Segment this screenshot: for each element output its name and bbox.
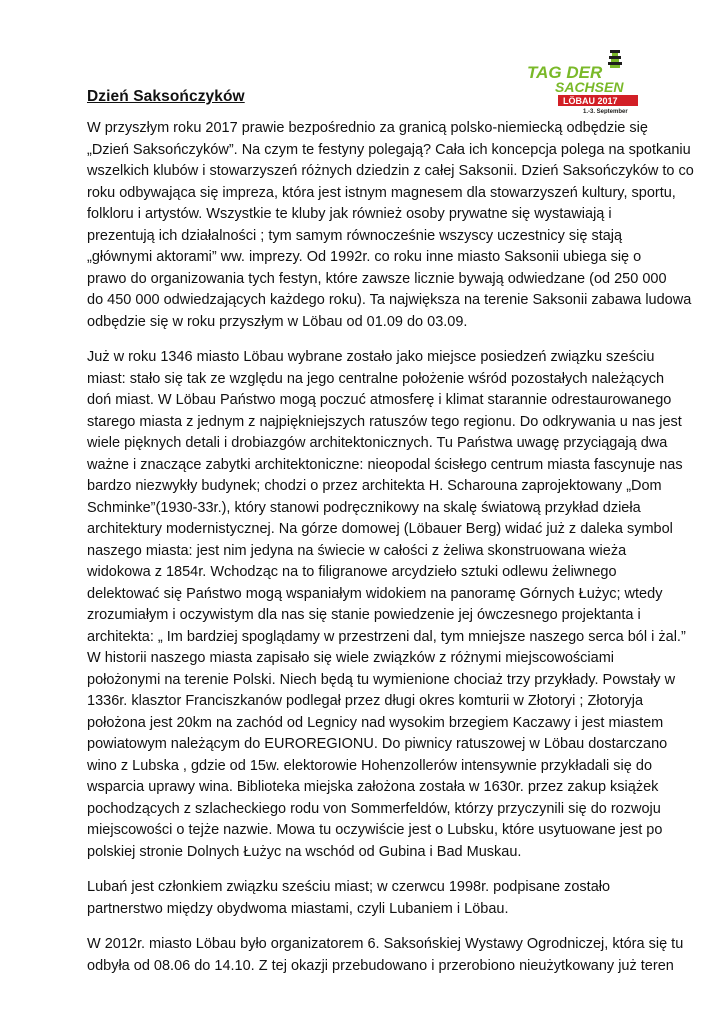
text-line: architekta: „ Im bardziej spoglądamy w przestrzeni dal, tym mniejsze naszego serca ból i żal.”: [87, 628, 686, 645]
logo-word-2: SACHSEN: [555, 79, 624, 95]
text-line: pochodzących z szlacheckiego rodu von Sommerfeldów, którzy przyczynili się do rozwoju: [87, 800, 661, 817]
text-line: architektury modernistycznej. Na górze domowej (Löbauer Berg) widać już z daleka symbol: [87, 521, 673, 537]
text-line: naszego miasta: jest nim jedyna na świecie w całości z żeliwa skonstruowana wieża: [87, 542, 627, 559]
text-line: ważne i znaczące zabytki architektoniczne: nieopodal ścisłego centrum miasta fascynuje nas: [87, 456, 683, 473]
text-line: miast: stało się tak ze względu na jego centralne położenie wśród pozostałych należących: [87, 370, 665, 387]
text-line: położonymi na terenie Polski. Niech będą tu wymienione chociaż trzy przykłady. Powstały w: [87, 671, 676, 688]
text-line: bardzo niezwykły budynek; chodzi o przez architekta H. Scharouna zaprojektowany „Dom: [87, 478, 662, 494]
tag-der-sachsen-logo: [525, 48, 645, 114]
text-line: wiele pięknych detali i drobiazgów architektonicznych. Tu Państwa uwagę przyciągają dwa: [87, 435, 668, 451]
text-line: Już w roku 1346 miasto Löbau wybrane zostało jako miejsce posiedzeń związku sześciu: [87, 349, 655, 365]
text-line: zrozumiałym i oczywistym dla nas się stanie powiedzenie jej ówczesnego projektanta i: [87, 607, 641, 623]
text-line: W przyszłym roku 2017 prawie bezpośrednio za granicą polsko-niemiecką odbędzie się: [87, 120, 648, 136]
text-line: Schminke”(1930-33r.), który stanowi podręcznikowy na skalę światową przykład dzieła: [87, 499, 641, 516]
text-line: położona jest 20km na zachód od Legnicy nad wysokim brzegiem Kaczawy i jest miastem: [87, 714, 664, 731]
text-line: odbyła od 08.06 do 14.10. Z tej okazji przebudowano i przerobiono nieużytkowany już teren: [87, 957, 674, 974]
logo-place-year: LÖBAU 2017: [563, 96, 618, 106]
paragraph: [87, 877, 647, 920]
text-line: wszelkich klubów i stowarzyszeń różnych dziedzin z całej Saksonii. Dzień Saksończyków to co: [87, 163, 694, 179]
text-line: partnerstwo między obydwoma miastami, czyli Lubaniem i Löbau.: [87, 900, 509, 917]
text-line: doń miast. W Löbau Państwo mogą poczuć atmosferę i klimat starannie odrestaurowanego: [87, 392, 672, 408]
text-line: prawo do organizowania tych festyn, które zawsze licznie bywają odwiedzane (od 250 000: [87, 270, 667, 287]
paragraph: [87, 934, 684, 977]
text-line: folkloru i artystów. Wszystkie te kluby jak również osoby prywatne się wystawiają i: [87, 206, 612, 222]
text-line: W 2012r. miasto Löbau było organizatorem 6. Saksońskiej Wystawy Ogrodniczej, która się tu: [87, 936, 684, 952]
text-line: roku odbywająca się impreza, która jest istnym magnesem dla stowarzyszeń kultury, sportu,: [87, 184, 676, 201]
text-line: W historii naszego miasta zapisało się wiele związków z różnymi miejscowościami: [87, 650, 614, 666]
text-line: 1336r. klasztor Franciszkanów podlegał przez długi okres komturii w Złotoryi ; Złotoryja: [87, 693, 644, 709]
text-line: odbędzie się w roku przyszłym w Löbau od 01.09 do 03.09.: [87, 313, 468, 330]
logo-word-1: TAG DER: [527, 63, 603, 82]
text-line: „głównymi aktorami” ww. imprezy. Od 1992r. co roku inne miasto Saksonii ubiega się o: [87, 249, 642, 265]
text-line: „Dzień Saksończyków”. Na czym te festyny polegają? Cała ich koncepcja polega na spotkaniu: [87, 141, 691, 158]
text-line: do 450 000 odwiedzających każdego roku). Ta największa na terenie Saksonii zabawa ludowa: [87, 292, 692, 308]
logo-graphic: [525, 48, 645, 114]
logo-dates: 1.-3. September: [583, 109, 628, 114]
document-body: [87, 118, 694, 991]
text-line: delektować się Państwo mogą wspaniałym widokiem na panoramę Górnych Łużyc; wtedy: [87, 585, 663, 602]
paragraph: [87, 118, 694, 333]
tower-icon: [608, 50, 622, 68]
text-line: polskiej stronie Dolnych Łużyc na wschód od Gubina i Bad Muskau.: [87, 843, 522, 860]
text-line: miejscowości o tejże nazwie. Mowa tu oczywiście jest o Lubsku, które usytuowane jest po: [87, 822, 663, 838]
text-line: wino z Lubska , gdzie od 15w. elektorowie Hohenzollerów intensywnie przykładali się do: [87, 757, 653, 774]
text-line: Lubań jest członkiem związku sześciu miast; w czerwcu 1998r. podpisane zostało: [87, 879, 611, 895]
page-title: Dzień Saksończyków: [87, 88, 245, 105]
paragraph: [87, 347, 686, 863]
text-line: powiatowym należącym do EUROREGIONU. Do piwnicy ratuszowej w Löbau dostarczano: [87, 736, 668, 752]
text-line: widokowa z 1854r. Wchodząc na to filigranowe arcydzieło sztuki odlewu żeliwnego: [87, 564, 617, 580]
text-line: wsparcia uprawy wina. Biblioteka miejska założona została w 1630r. przez zakup książek: [87, 779, 659, 795]
text-line: starego miasta z jednym z najpiękniejszych ratuszów tego regionu. Do odkrywania u nas jest: [87, 413, 682, 430]
text-line: prezentują ich działalności ; tym samym równocześnie wszyscy uczestnicy się stają: [87, 227, 623, 244]
